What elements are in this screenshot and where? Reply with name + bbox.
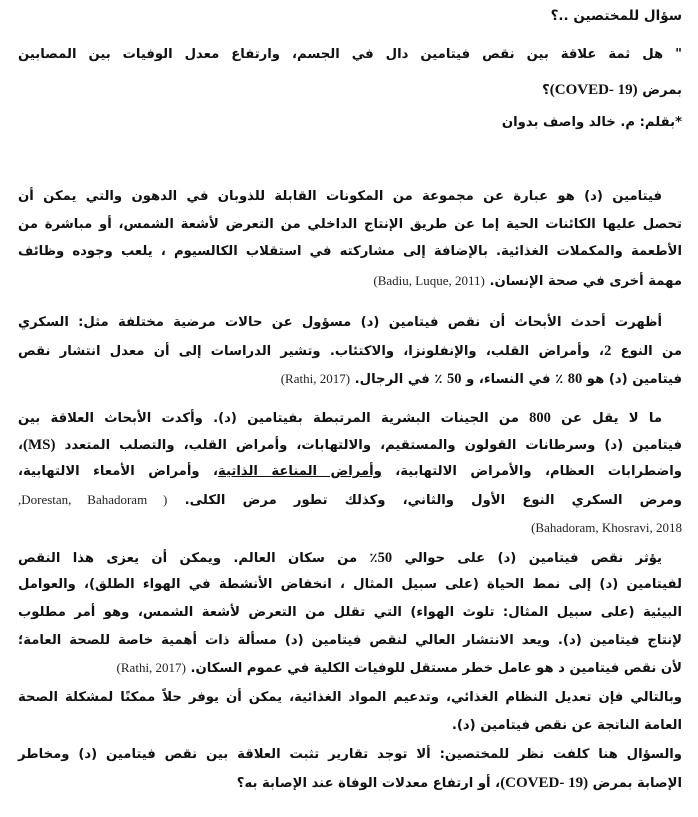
p4-line-3: البيئية (على سبيل المثال: تلوث الهواء) التي تقلل من التعرض لأشعة الشمس، وهو أمر مطلوب: [18, 605, 682, 620]
text-span: يؤثر نقص فيتامين (د) على حوالي: [392, 551, 662, 566]
p1-last-text: مهمة أخرى في صحة الإنسان.: [489, 274, 682, 289]
p1-line-2: تحصل عليها الكائنات الحية إما عن طريق الإنتاج الداخلي من التعرض لأشعة الشمس، أو مباشرة من: [18, 217, 682, 232]
text-span: فيتامين (د) هو: [582, 372, 682, 387]
text-span: لأن نقص فيتامين د هو عامل خطر مستقل للوفيات الكلية في عموم السكان.: [190, 661, 682, 676]
author-byline: *بقلم: م. خالد واصف بدوان: [501, 115, 682, 130]
article-heading: سؤال للمختصين ..؟: [550, 8, 682, 24]
p4-line-1: [18, 548, 662, 570]
citation: (Rathi, 2017): [116, 660, 186, 675]
citation: (Badiu, Luque, 2011): [373, 273, 485, 288]
number: 2: [604, 343, 612, 359]
p4-line-5: [18, 658, 682, 680]
p3-line-2: [18, 435, 682, 457]
text-span: ومرض السكري النوع الأول والثاني، وكذلك تطور مرض الكلى.: [184, 493, 682, 508]
text-span: ، وأمراض الأمعاء الالتهابية،: [18, 464, 218, 479]
text-span: من الجينات البشرية المرتبطة بفيتامين (د). وأكدت الأبحاث العلاقة بين: [18, 411, 530, 426]
question-prefix: بمرض: [637, 83, 682, 98]
disease-code: (COVED- 19): [549, 82, 638, 98]
p2-line-1: أظهرت أحدث الأبحاث أن نقص فيتامين (د) مسؤول عن حالات مرضية مختلفة مثل: السكري: [18, 315, 662, 330]
question-mark: ؟: [542, 83, 550, 98]
p5-line-2: العامة الناتجة عن نقص فيتامين (د).: [451, 718, 682, 733]
text-span: ٪ من سكان العالم. ويمكن أن يعزى هذا النقص: [18, 551, 378, 566]
ms-code: (MS): [23, 437, 56, 453]
number: 800: [529, 410, 551, 426]
text-span: ، أو ارتفاع معدلات الوفاة عند الإصابة به؟: [236, 776, 501, 791]
underlined-phrase: وأمراض المناعة الذاتية: [218, 464, 382, 479]
p2-line-2: [18, 341, 682, 363]
p3-line-1: [18, 408, 662, 430]
p6-line-1: والسؤال هنا كلفت نظر للمختصين: ألا توجد تقارير تثبت العلاقة بين نقص فيتامين (د) ومخاطر: [18, 747, 682, 762]
text-span: ٪ في النساء، و: [461, 372, 568, 387]
p2-line-3: [18, 369, 682, 391]
text-span: ما لا يقل عن: [550, 411, 662, 426]
p1-line-3: الأطعمة والمكملات الغذائية. بالإضافة إلى مشاركته في استقلاب الكالسيوم ، يلعب وجوده وظائف: [18, 244, 682, 259]
p5-line-1: وبالتالي فإن تعديل النظام الغذائي، وتدعيم المواد الغذائية، يمكن أن يوفر حلاً ممكنًا لمشكلة الصحة: [18, 690, 682, 705]
text-span: من النوع: [611, 344, 682, 359]
question-line-1: " هل ثمة علاقة بين نقص فيتامين دال في الجسم، وارتفاع معدل الوفيات بين المصابين: [18, 47, 682, 62]
p6-line-2: [18, 773, 682, 795]
number: 50: [377, 550, 393, 566]
p1-line-4: [18, 271, 682, 293]
citation: ( Dorestan, Bahadoram,: [18, 492, 168, 507]
text-span: ، وأمراض القلب، والإنفلونزا، والاكتئاب. وتشير الدراسات إلى أن معدل انتشار نقص: [18, 344, 605, 359]
p3-line-4: [18, 490, 682, 512]
disease-code: (COVED- 19): [500, 775, 589, 791]
text-span: ٪ في الرجال.: [354, 372, 448, 387]
p4-line-2: لفيتامين (د) إلى نمط الحياة (على سبيل المثال ، انخفاض الأنشطة في الهواء الطلق)، والعوامل: [18, 577, 682, 592]
question-line-2: [18, 80, 682, 102]
number: 80: [567, 371, 583, 387]
citation: (Rathi, 2017): [280, 371, 351, 386]
text-span: واضطرابات العظام، والأمراض الالتهابية،: [381, 464, 683, 479]
p4-line-4: لإنتاج فيتامين (د). ويعد الانتشار العالي لنقص فيتامين (د) مسألة ذات أهمية خاصة للصحة العامة؛: [18, 633, 682, 648]
text-span: ،: [18, 438, 24, 453]
text-span: فيتامين (د) وسرطانات القولون والمستقيم، والالتهابات، وأمراض القلب، والتصلب المتعدد: [55, 438, 682, 453]
p1-line-1: فيتامين (د) هو عبارة عن مجموعة من المكونات القابلة للذوبان في الدهون والتي يمكن أن: [18, 189, 662, 204]
number: 50: [447, 371, 462, 387]
p3-line-3: [18, 462, 682, 484]
text-span: الإصابة بمرض: [588, 776, 682, 791]
citation: (Bahadoram, Khosravi, 2018: [531, 520, 682, 535]
